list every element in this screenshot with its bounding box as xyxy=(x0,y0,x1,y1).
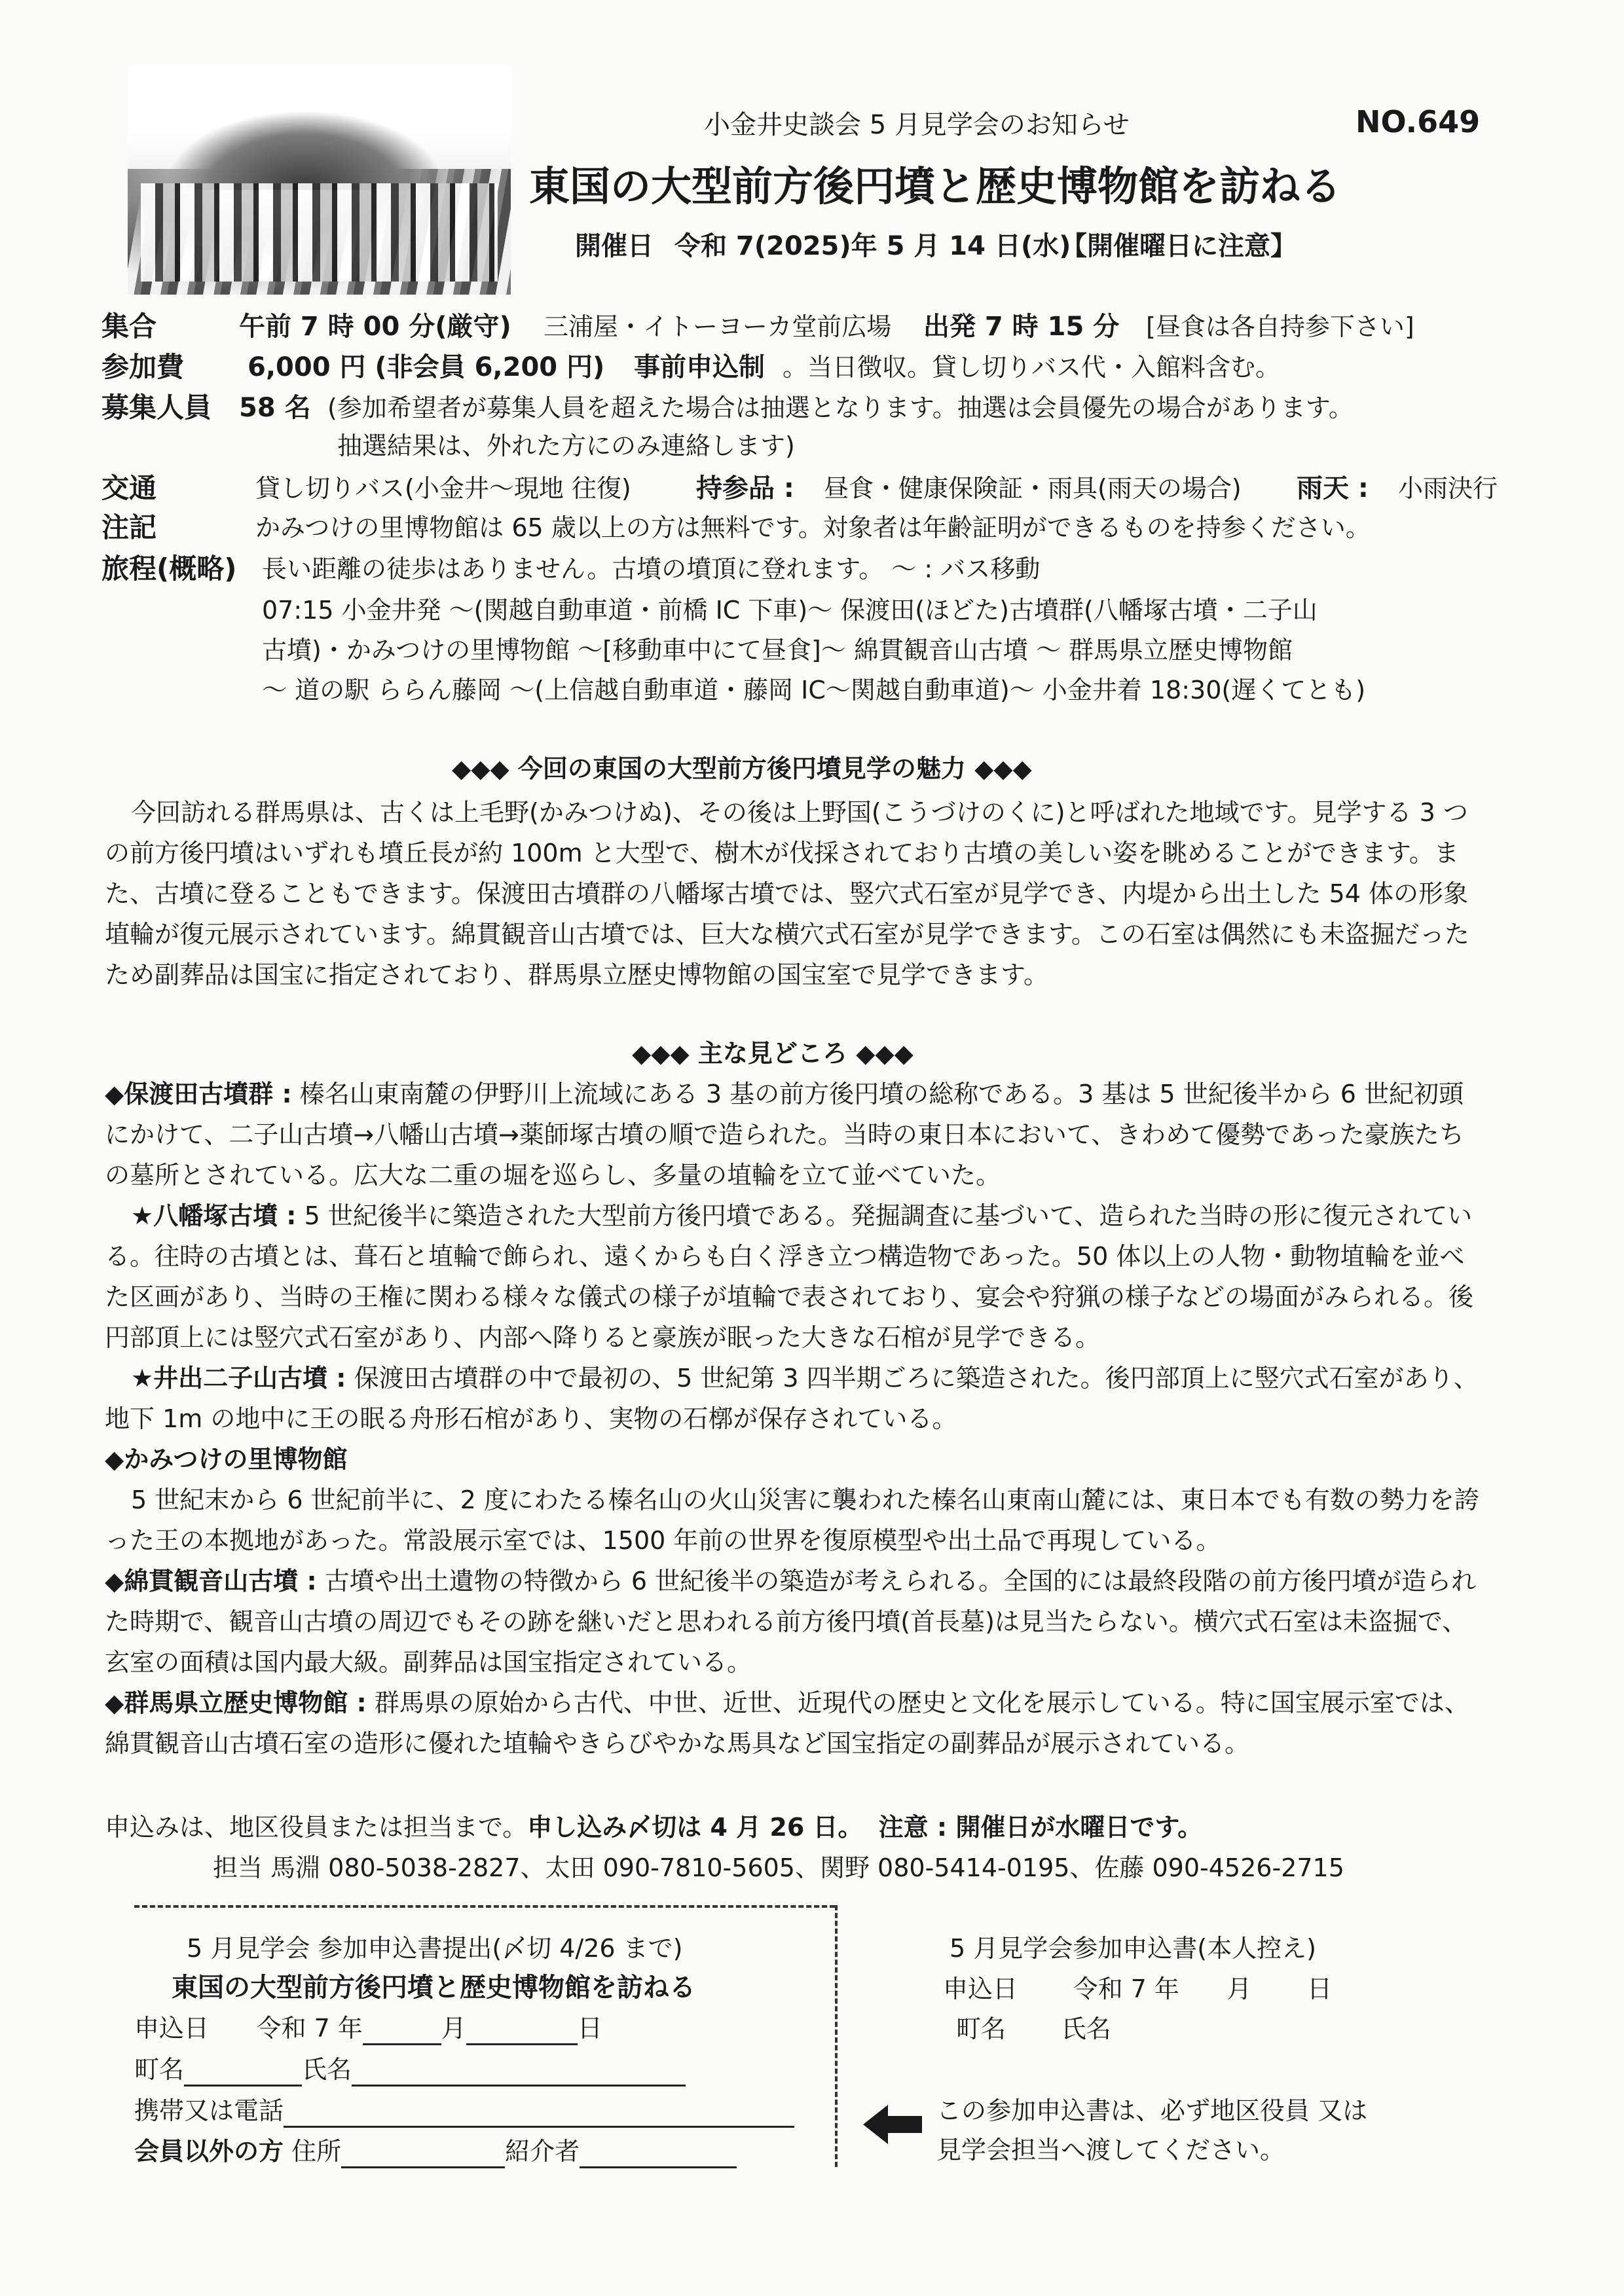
items-value: 昼食・健康保険証・雨具(雨天の場合) xyxy=(824,474,1242,503)
highlight-hodota: ◆保渡田古墳群 : 榛名山東南麓の伊野川上流域にある 3 基の前方後円墳の総称である。3 基は 5 世紀後半から 6 世紀初頭にかけて、二子山古墳→八幡山古墳→薬師塚古墳の順で造られた。当時の東日本において、きわめて優勢であった豪族たちの墓所とされている。広大な二重の堀を巡らし、多量の埴輪を立て並べていた。 xyxy=(105,1080,1464,1190)
note-value: かみつけの里博物館は 65 歳以上の方は無料です。対象者は年齢証明ができるものを持参ください。 xyxy=(255,513,1371,542)
appeal-heading: ◆◆◆ 今回の東国の大型前方後円墳見学の魅力 ◆◆◆ xyxy=(452,754,1032,783)
form-left-title: 5 月見学会 参加申込書提出(〆切 4/26 まで) xyxy=(187,1934,683,1963)
meet-time: 午前 7 時 00 分(厳守) xyxy=(239,312,511,342)
address-field[interactable] xyxy=(341,2166,505,2168)
appeal-body: 今回訪れる群馬県は、古くは上毛野(かみつけぬ)、その後は上野国(こうづけのくに)と呼ばれた地域です。見学する 3 つの前方後円墳はいずれも墳丘長が約 100m と大型で、樹木が伐採されており古墳の美しい姿を眺めることができます。また、古墳に登ることもできます。保渡田古墳群の八幡塚古墳では、竪穴式石室が見学でき、内堤から出土した 54 体の形象埴輪が復元展示されています。綿貫観音山古墳では、巨大な横穴式石室が見学できます。この石室は偶然にも未盗掘だったため副葬品は国宝に指定されており、群馬県立歴史博物館の国宝室で見学できます。 xyxy=(105,798,1469,989)
form-left-name-row: 町名 氏名 xyxy=(134,2052,686,2086)
phone-field[interactable] xyxy=(284,2126,794,2128)
depart-time: 出発 7 時 15 分 xyxy=(923,312,1120,342)
items-label: 持参品 : xyxy=(696,473,794,503)
name-field[interactable] xyxy=(352,2085,686,2086)
lunch-note: [昼食は各自持参下さい] xyxy=(1146,312,1414,341)
date-value: 令和 7(2025)年 5 月 14 日(水) xyxy=(674,231,1071,261)
highlight-kamitsuke-body: 5 世紀末から 6 世紀前半に、2 度にわたる榛名山の火山災害に襲われた榛名山東南山麓には、東日本でも有数の勢力を誇った王の本拠地があった。常設展示室では、1500 年前の世界を復原模型や出土品で再現している。 xyxy=(105,1485,1479,1555)
rain-value: 小雨決行 xyxy=(1398,474,1498,503)
form-left-nonmember-row: 会員以外の方 住所 紹介者 xyxy=(134,2134,737,2168)
cut-line-horizontal xyxy=(134,1905,835,1908)
highlight-gunma: ◆群馬県立歴史博物館 : 群馬県の原始から古代、中世、近世、近現代の歴史と文化を展示している。特に国宝展示室では、綿貫観音山古墳石室の造形に優れた埴輪やきらびやかな馬具など国宝指定の副葬品が展示されている。 xyxy=(105,1688,1469,1758)
form-right-instruction-1: この参加申込書は、必ず地区役員 又は xyxy=(936,2096,1368,2125)
contacts: 担当 馬淵 080-5038-2827、太田 090-7810-5605、関野 080-5414-0195、佐藤 090-4526-2715 xyxy=(213,1853,1344,1882)
form-right-instruction-2: 見学会担当へ渡してください。 xyxy=(936,2136,1285,2164)
issue-number: NO.649 xyxy=(1356,104,1481,139)
form-right-date-row: 申込日 令和 7 年 月 日 xyxy=(943,1975,1332,2003)
referrer-field[interactable] xyxy=(580,2166,737,2168)
form-left-date-row: 申込日 令和 7 年 月 日 xyxy=(134,2011,602,2045)
form-left-subtitle: 東国の大型前方後円墳と歴史博物館を訪ねる xyxy=(172,1973,695,2003)
fee-label: 参加費 xyxy=(101,351,185,383)
fee-note: 。当日徴収。貸し切りバス代・入館料含む。 xyxy=(783,353,1281,382)
capacity-note-2: 抽選結果は、外れた方にのみ連絡します) xyxy=(337,431,795,460)
highlights-section xyxy=(105,1074,1486,1764)
town-field[interactable] xyxy=(184,2085,302,2086)
fee-reserve: 事前申込制 xyxy=(634,352,765,382)
arrow-left-icon xyxy=(863,2102,922,2147)
fee-value: 6,000 円 (非会員 6,200 円) xyxy=(248,352,605,382)
kofun-photo xyxy=(128,65,511,295)
apply-line: 申込みは、地区役員または担当まで。申し込み〆切は 4 月 26 日。 注意 : 開催日が水曜日です。 xyxy=(105,1813,1203,1842)
highlight-hachiman: ★八幡塚古墳 : 5 世紀後半に築造された大型前方後円墳である。発掘調査に基づいて、造られた当時の形に復元されている。往時の古墳とは、葺石と埴輪で飾られ、遠くからも白く浮き立つ構造物であった。50 体以上の人物・動物埴輪を並べた区画があり、当時の王権に関わる様々な儀式の様子が埴輪で表されており、宴会や狩猟の様子などの場面がみられる。後円部頂上には竪穴式石室があり、内部へ降りると豪族が眠った大きな石棺が見学できる。 xyxy=(105,1201,1474,1352)
itinerary-line-2: 古墳)・かみつけの里博物館 ～[移動車中にて昼食]～ 綿貫観音山古墳 ～ 群馬県立歴史博物館 xyxy=(262,636,1293,665)
org-line: 小金井史談会 5 月見学会のお知らせ xyxy=(704,110,1130,140)
itinerary-line-1: 07:15 小金井発 ～(関越自動車道・前橋 IC 下車)～ 保渡田(ほどた)古墳群(八幡塚古墳・二子山 xyxy=(262,596,1318,625)
highlight-watanuki: ◆綿貫観音山古墳 : 古墳や出土遺物の特徴から 6 世紀後半の築造が考えられる。全国的には最終段階の前方後円墳が造られた時期で、観音山古墳の周辺でもその跡を継いだと思われる前方後円墳(首長墓)は見当たらない。横穴式石室は未盗掘で、玄室の面積は国内最大級。副葬品は国宝指定されている。 xyxy=(105,1567,1477,1677)
highlight-futago: ★井出二子山古墳 : 保渡田古墳群の中で最初の、5 世紀第 3 四半期ごろに築造された。後円部頂上に竪穴式石室があり、地下 1m の地中に王の眠る舟形石棺があり、実物の石槨が保存されている。 xyxy=(105,1364,1479,1433)
form-right-name-row: 町名 氏名 xyxy=(956,2014,1111,2043)
itinerary-label: 旅程(概略) xyxy=(101,553,237,585)
capacity-note-1: (参加希望者が募集人員を超えた場合は抽選となります。抽選は会員優先の場合があります。 xyxy=(327,393,1354,422)
itinerary-line-3: ～ 道の駅 ららん藤岡 ～(上信越自動車道・藤岡 IC～関越自動車道)～ 小金井着 18:30(遅くてとも) xyxy=(262,676,1366,704)
note-label: 注記 xyxy=(101,511,157,543)
date-note: 【開催曜日に注意】 xyxy=(1061,231,1297,261)
cut-line-vertical xyxy=(835,1905,838,2167)
meet-place: 三浦屋・イトーヨーカ堂前広場 xyxy=(544,312,892,341)
form-left-phone-row: 携帯又は電話 xyxy=(134,2094,794,2128)
month-field[interactable] xyxy=(363,2043,441,2045)
transport-label: 交通 xyxy=(101,472,157,504)
highlight-kamitsuke-title: ◆かみつけの里博物館 xyxy=(105,1445,348,1474)
form-right-title: 5 月見学会参加申込書(本人控え) xyxy=(950,1934,1316,1963)
page-title: 東国の大型前方後円墳と歴史博物館を訪ねる xyxy=(529,162,1342,210)
day-field[interactable] xyxy=(466,2043,578,2045)
rain-label: 雨天 : xyxy=(1297,473,1369,503)
capacity-value: 58 名 xyxy=(239,393,311,423)
highlights-heading: ◆◆◆ 主な見どころ ◆◆◆ xyxy=(632,1039,913,1068)
date-label: 開催日 xyxy=(575,231,654,261)
itinerary-intro: 長い距離の徒歩はありません。古墳の墳頂に登れます。 ～ : バス移動 xyxy=(262,555,1041,583)
transport-value: 貸し切りバス(小金井～現地 往復) xyxy=(255,474,631,503)
meet-label: 集合 xyxy=(101,310,157,342)
capacity-label: 募集人員 xyxy=(101,392,212,424)
